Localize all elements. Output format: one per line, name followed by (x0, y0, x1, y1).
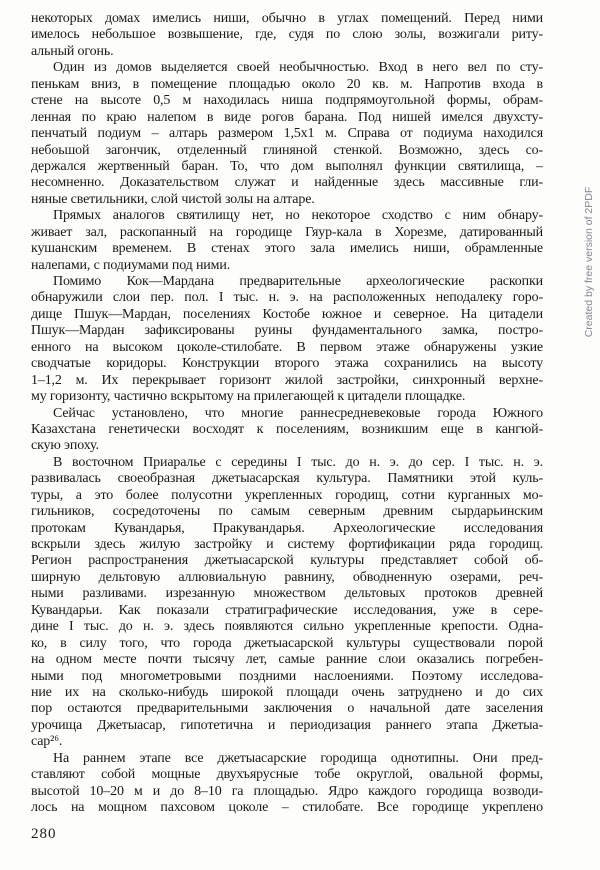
text-line: Один из домов выделяется своей необычностью. Вход в него вел по сту- (53, 60, 543, 76)
paragraph (31, 60, 543, 208)
text-line: Пшук—Мардан зафиксированы руины фундаментального замка, постро- (31, 323, 543, 339)
text-line: протокам Кувандарья, Пракувандарья. Археологические исследования (31, 520, 543, 536)
text-line: живает зал, раскопанный на городище Гяур-кала в Хорезме, датированный (31, 224, 543, 240)
text-line: гильников, сосредоточены по самым северным древним сырдарьинским (31, 504, 543, 520)
text-line: альный огонь. (31, 43, 114, 59)
text-line: ными под многометровыми поздними наслоениями. Поэтому исследова- (31, 668, 543, 684)
text-line: ширную дельтовую аллювиальную равнину, обводненную озерами, реч- (31, 569, 543, 585)
text-line: на одном месте почти тысячу лет, самые ранние слои оказались погребен- (31, 652, 543, 668)
paragraph (31, 11, 543, 60)
text-line: няные светильники, слой чистой золы на алтаре. (31, 191, 315, 207)
text-line: стене на высоте 0,5 м находилась ниша подпрямоугольной формы, обрам- (31, 93, 543, 109)
text-line: пенькам вниз, в помещение площадью около 20 кв. м. Напротив входа в (31, 76, 543, 92)
paragraph (31, 455, 543, 751)
text-line: Кувандарьи. Как показали стратиграфические исследования, уже в сере- (31, 602, 543, 618)
text-line: Прямых аналогов святилищу нет, но некоторое сходство с ним обнару- (53, 208, 543, 224)
text-line: несомненно. Доказательством служат и найденные здесь массивные гли- (31, 175, 543, 191)
text-line: На раннем этапе все джетыасарские городища однотипны. Они пред- (53, 750, 543, 766)
text-line: пор остаются предварительными заключения о начальной дате заселения (31, 701, 543, 717)
text-line: дище Пшук—Мардан, поселениях Костобе южное и северное. На цитадели (31, 306, 543, 322)
text-line: обнаружили слои пер. пол. I тыс. н. э. на расположенных неподалеку горо- (31, 290, 543, 306)
text-line: Казахстана генетически восходят к поселениям, возникшим еще в кангюй- (31, 421, 543, 437)
paragraph (31, 208, 543, 274)
text-line: урочища Джетыасар, гипотетична и периодизация раннего этапа Джетыа- (31, 717, 543, 733)
text-line: ными разливами. изрезанную множеством дельтовых протоков древней (31, 586, 543, 602)
text-line: пенчатый подиум – алтарь размером 1,5х1 м. Справа от подиума находился (31, 126, 543, 142)
text-line: ставляют собой мощные двухъярусные тобе округлой, овальной формы, (31, 767, 543, 783)
watermark-2pdf: Created by free version of 2PDF (583, 186, 595, 338)
text-line: ние их на сколько-нибудь широкой площади очень затруднено и до сих (31, 684, 543, 700)
text-line: держался жертвенный баран. То, что дом выполнял функции святилища, – (31, 158, 543, 174)
text-line: Регион распространения джетыасарской культуры представляет собой об- (31, 553, 543, 569)
text-line: туры, а это более полусотни укрепленных городищ, сотни курганных мо- (31, 487, 543, 503)
text-line: 1–1,2 м. Их перекрывает горизонт жилой застройки, синхронный верхне- (31, 372, 543, 388)
text-line: высотой 10–20 м и до 8–10 га площадью. Ядро каждого городища возводи- (31, 783, 543, 799)
text-line: кушанским временем. В стенах этого зала имелись ниши, обрамленные (31, 241, 543, 257)
text-line: В восточном Приаралье с середины I тыс. до н. э. до сер. I тыс. н. э. (53, 454, 543, 470)
text-line: енного на высоком цоколе-стилобате. В первом этаже обнаружены узкие (31, 339, 543, 355)
paragraph (31, 406, 543, 455)
text-line: развивалась своеобразная джетыасарская культура. Памятники этой куль- (31, 471, 543, 487)
text-line: сводчатые коридоры. Конструкции второго этажа сохранились на высоту (31, 356, 543, 372)
text-line: налепами, с подиумами под ними. (31, 257, 231, 273)
page-text-block (31, 11, 543, 816)
text-line: ко, в силу того, что города джетыасарской культуры существовали порой (31, 635, 543, 651)
page-number: 280 (31, 826, 57, 842)
text-line: некоторых домах имелись ниши, обычно в углах помещений. Перед ними (31, 11, 543, 26)
text-line: сар²⁶. (31, 734, 63, 750)
text-line: дине I тыс. до н. э. здесь появляются сильно укрепленные крепости. Одна- (31, 619, 543, 635)
text-line: имелось небольшое возвышение, где, судя по слою золы, возжигали риту- (31, 27, 543, 43)
paragraph (31, 274, 543, 406)
text-line: вскрыли здесь жилую застройку и систему фортификации ряда городищ. (31, 537, 543, 552)
text-line: лось на мощном пахсовом цоколе – стилобате. Все городище укреплено (31, 800, 543, 815)
text-line: Помимо Кок—Мардана предварительные археологические раскопки (53, 274, 543, 289)
text-line: небоьшой загончик, отделенный глиняной стенкой. Возможно, здесь со- (31, 142, 543, 158)
text-line: му горизонту, частично вскрытому на прилегающей к цитадели площадке. (31, 389, 466, 405)
text-line: Сейчас установлено, что многие раннесредневековые города Южного (53, 405, 543, 421)
text-line: ленная по краю налепом в виде рогов барана. Под нишей имелся двухсту- (31, 109, 543, 125)
text-line: скую эпоху. (31, 438, 99, 454)
paragraph (31, 751, 543, 817)
